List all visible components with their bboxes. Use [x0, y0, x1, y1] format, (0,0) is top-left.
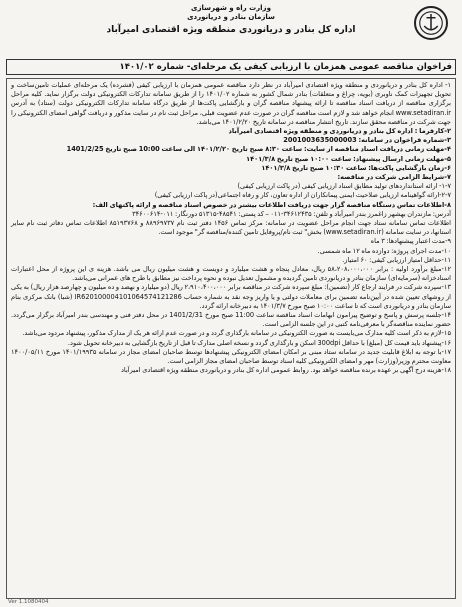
- ports-organization-logo-icon: [414, 6, 448, 40]
- ministry-name: وزارت راه و شهرسازی: [191, 4, 271, 12]
- paragraph-opening-time: ۶-زمان بازگشایی پاکت‌ها: ساعت ۱۰:۳۰ صبح تاریخ ۱۴۰۱/۳/۸: [261, 163, 451, 172]
- tender-title: فراخوان مناقصه عمومی همزمان با ارزیابی کیفی یک مرحله‌ای- شماره ۱۴۰۱/۰۲: [6, 59, 456, 75]
- paragraph-min-score: ۱۱-حداقل امتیاز ارزیابی کیفی: ۶۰ امتیاز.: [342, 255, 451, 264]
- paragraph-contact-heading: ۸-اطلاعات تماس دستگاه مناقصه گزار جهت دریافت اطلاعات بیشتر در خصوص اسناد مناقصه و ارائه پاکتهای الف:: [92, 200, 451, 209]
- paragraph-document-deadline: ۴-مهلت زمانی دریافت اسناد مناقصه از سایت: ساعت ۸:۳۰ صبح تاریخ ۱۴۰۱/۲/۲۰ الی ساعت 10:00 صبح تاریخ 1401/2/25: [66, 145, 451, 154]
- paragraph-requirement-2: ۲-۷-ارائه گواهینامه ارزیابی صلاحیت ایمنی پیمانکاران از اداره تعاون، کار و رفاه اجتماعی(در پاکت ارزیابی کیفی): [154, 191, 451, 200]
- paragraph-estimate: ۱۲-مبلغ برآورد اولیه : برابر ۵۸،۲۰۸،۰۰۰،۰۰۰ ریال، معادل پنجاه و هشت میلیارد و دویست و هشت میلیون ریال می باشد. هزینه ی این پروژه از محل اعتبارات اسنادخزانه (سرمایه‌ای) سازمان بنادر و دریانوردی تامین گردیده و مشمول تعدیل نبوده و نحوه پرداخت نیز مطابق با طرح های عمرانی می‌باشد.: [11, 265, 451, 283]
- paragraph-e-signature: ۱۷-با توجه به ابلاغ قابلیت جدید در سامانه ستاد مبنی بر امکان امضای الکترونیکی پیشنهادها توسط صاحبان امضای مجاز در سامانه ۱۴۰۱/۱۹۹۳۵ مورخ ۱۴۰۰/۰۵/۱۱ معاونت محترم وزیر(وزارت) مهر و امضای الکترونیکی کلیه اسناد توسط صاحبان امضای مجاز الزامی است.: [11, 347, 451, 366]
- paragraph-guarantee: ۱۳-سپرده شرکت در فرایند ارجاع کار (تضمین): مبلغ سپرده شرکت در مناقصه برابر ۲،۹۱۰،۴۰۰،۰۰۰ ریال (دو میلیارد و نهصد و ده میلیون و چهارصد هزار ریال) به یکی از روشهای تعیین شده در آیین‌نامه تضمین برای معاملات دولتی و یا واریز وجه نقد به شماره حساب IR620100004101064574121286 (شبا) بانک مرکزی بنام سازمان بنادر و دریانوردی است که تا ساعت ۱۰:۰۰ صبح مورخ ۱۴۰۱/۳/۷ به دبیرخانه ارائه گردد.: [11, 283, 451, 310]
- paragraph-duration: ۱۰-مدت اجرای پروژه: دوازده ماه ۱۲ ماه شمسی.: [317, 246, 451, 255]
- letterhead: [6, 4, 456, 56]
- paragraph-qa-session: ۱۴-جلسه پرسش و پاسخ و توضیح پیرامون ابهامات اسناد مناقصه ساعت 11:00 صبح مورخ 1401/2/31 در محل دفتر فنی و مهندسی بندر امیرآباد برگزار می‌گردد. حضور نماینده مناقصه‌گر با معرفی‌نامه کتبی در این جلسه الزامی است.: [11, 311, 452, 329]
- announcement-body: [6, 78, 456, 599]
- paragraph-call-number: ۳-شماره فراخوان در سامانه: 2001003635000003: [283, 136, 451, 145]
- paragraph-address: آدرس: مازندران بهشهر زاغمرز بندر امیرآباد و تلفن: ۳۴۶۱۲۴۳۵-۰۱۱ – کد پستی: ۴۸۵۴۱-۵۱۳۱۵ دورنگار: ۰۱۱-۳۴۶۰۰۶۱۴: [132, 209, 451, 218]
- organization-sub-name: سازمان بنادر و دریانوردی: [187, 13, 275, 21]
- paragraph-1: ۱- اداره کل بنادر و دریانوردی و منطقه ویژه اقتصادی امیرآباد در نظر دارد مناقصه عمومی همزمان با ارزیابی کیفی (فشرده) یک مرحله‌ای عملیات تامین‌ساخت و تحویل تجهیزات کمک ناوبری (بویه، چراغ و متعلقات) بنادر شمال کشور به شماره ۱۴۰۱/۰۲ را از طریق سامانه تدارکات الکترونیکی دولت برگزار نماید. کلیه مراحل برگزاری مناقصه از دریافت اسناد مناقصه تا ارائه پیشنهاد مناقصه گران و بازگشایی پاکت‌ها از طریق درگاه سامانه تدارکات الکترونیکی دولت (ستاد) به آدرس www.setadiran.ir انجام خواهد شد و لازم است مناقصه گران در صورت عدم عضویت قبلی، مراحل ثبت نام در سایت مذکور و دریافت گواهی امضای الکترونیکی را جهت شرکت در مناقصه محقق سازند. تاریخ انتشار مناقصه در سامانه تاریخ ۱۴۰۱/۲/۲۰ می‌باشد.: [11, 81, 452, 126]
- organization-name: اداره کل بنادر و دریانوردی منطقه ویژه اقتصادی امیرآباد: [106, 25, 356, 35]
- paragraph-validity: ۹-مدت اعتبار پیشنهادها: ۳ ماه: [370, 237, 451, 246]
- paragraph-requirements: ۷-شرایط الزامی شرکت در مناقصه:: [337, 173, 451, 182]
- paragraph-ad-cost: ۱۸-هزینه درج آگهی بر عهده برنده مناقصه خواهد بود. روابط عمومی اداره کل بنادر و دریانوردی منطقه ویژه اقتصادی امیرآباد: [121, 366, 451, 375]
- paragraph-employer: ۲-کارفرما : اداره کل بنادر و دریانوردی و منطقه ویژه اقتصادی امیرآباد: [228, 127, 451, 136]
- paragraph-requirement-1: ۱-۷- ارائه استانداردهای تولید مطابق اسناد ارزیابی کیفی (در پاکت ارزیابی کیفی): [237, 182, 451, 191]
- paragraph-submission-deadline: ۵-مهلت زمانی ارسال پیشنهاد: ساعت ۱۰:۰۰ صبح تاریخ ۱۴۰۱/۳/۸: [246, 154, 451, 163]
- paragraph-documents: ۱۵-لازم به ذکر است کلیه مدارک می‌بایست به صورت الکترونیکی در سامانه بارگذاری گردد و در صورت عدم ارائه هر یک از مدارک مذکور، پیشنهاد مردود می‌باشد.: [22, 329, 451, 338]
- paragraph-scan: ۱۶-پیشنهاد باید قیمت کل (مبلغ) با حداقل 300dpi اسکن و بارگذاری گردد و نسخه اصلی مدارک تا قبل از تاریخ بازگشایی به دبیرخانه تحویل شود.: [67, 338, 451, 347]
- paragraph-setad-contact: اطلاعات تماس سامانه ستاد جهت انجام مراحل عضویت در سامانه: مرکز تماس ۱۴۵۶ دفتر ثبت نام ۸۸۹۶۹۷۳۷ و ۸۵۱۹۳۷۶۸ اطلاعات تماس دفاتر ثبت نام سایر استانها، در سایت سامانه (www.setadiran.ir) بخش" ثبت نام/پروفایل تامین کننده/مناقصه گر" موجود است.: [11, 219, 451, 237]
- version-code: Ver 1.1080404: [8, 599, 49, 605]
